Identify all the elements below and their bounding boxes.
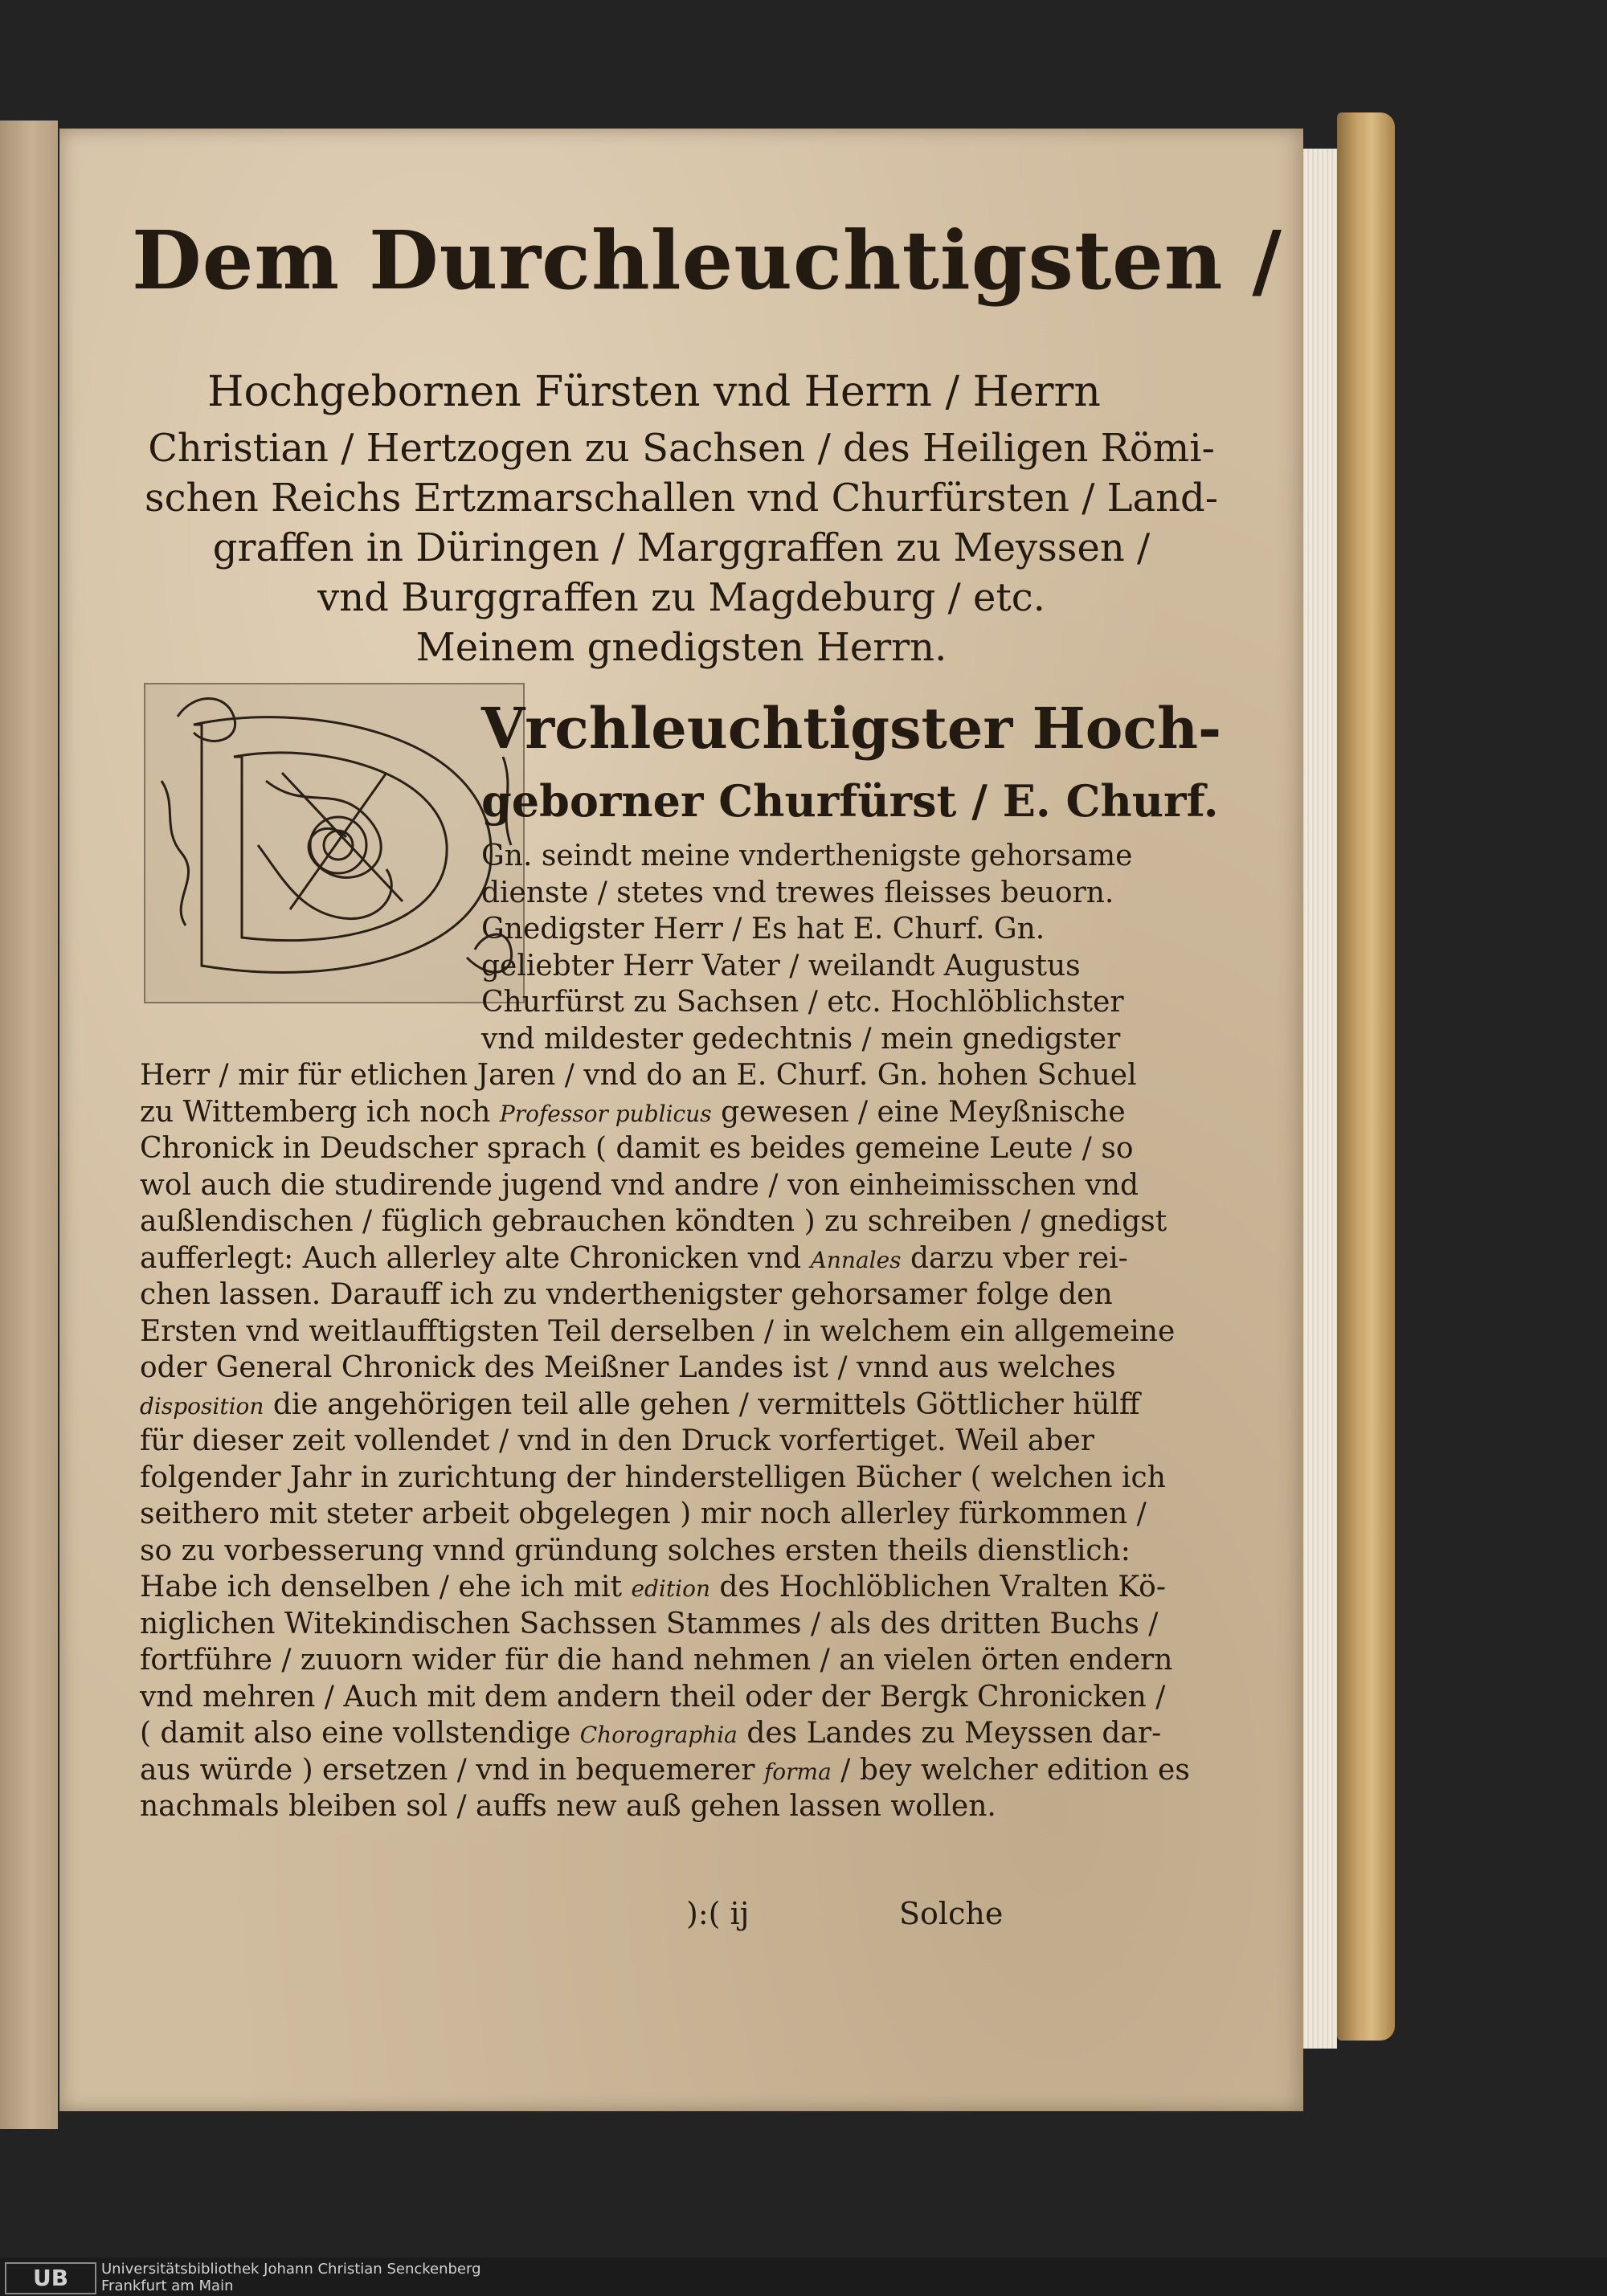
footer-bar	[0, 2257, 1607, 2296]
body-text-span: vnd mehren / Auch mit dem andern theil oder der Bergk Chronicken /	[140, 1680, 1166, 1714]
catchword: Solche	[899, 1896, 1004, 1931]
body-text-span: aufferlegt: Auch allerley alte Chronicken vnd	[140, 1241, 811, 1275]
body-text-span: darzu vber rei-	[901, 1241, 1128, 1275]
body-text-span: so zu vorbesserung vnnd gründung solches ersten theils dienstlich:	[140, 1534, 1131, 1567]
body-line: geliebter Herr Vater / weilandt Augustus	[481, 949, 1081, 983]
body-line	[140, 1644, 1172, 1677]
body-text-span: folgender Jahr in zurichtung der hinderstelligen Bücher ( welchen ich	[140, 1461, 1166, 1494]
body-line	[140, 1388, 1140, 1421]
body-line	[140, 1497, 1147, 1530]
body-text-span: die angehörigen teil alle gehen / vermittels Göttlicher hülff	[264, 1387, 1140, 1421]
library-name: Universitätsbibliothek Johann Christian Senckenberg	[101, 2261, 481, 2278]
book-page	[59, 129, 1303, 2111]
dedication-line: Hochgebornen Fürsten vnd Herrn / Herrn	[207, 368, 1101, 416]
body-text-span: für dieser zeit vollendet / vnd in den Druck vorfertiget. Weil aber	[140, 1424, 1094, 1457]
body-line	[140, 1169, 1139, 1202]
body-line	[140, 1424, 1094, 1457]
body-text-span: des Landes zu Meyssen dar-	[737, 1717, 1162, 1750]
latin-term: edition	[631, 1575, 710, 1602]
body-line: Gn. seindt meine vnderthenigste gehorsame	[481, 840, 1133, 872]
body-text-span: Ersten vnd weitlaufftigsten Teil derselben / in welchem ein allgemeine	[140, 1314, 1176, 1348]
dedication-line: graffen in Düringen / Marggraffen zu Meyssen /	[212, 525, 1151, 570]
body-text-span: Habe ich denselben / ehe ich mit	[140, 1571, 632, 1604]
dedication-line: Meinem gnedigsten Herrn.	[415, 625, 947, 670]
body-line	[140, 1059, 1137, 1092]
body-text-span: nachmals bleiben sol / auffs new auß gehen lassen wollen.	[140, 1790, 996, 1823]
body-text-span: des Hochlöblichen Vralten Kö-	[709, 1571, 1167, 1604]
body-text-span: oder General Chronick des Meißner Landes ist / vnnd aus welches	[140, 1351, 1116, 1384]
body-line	[140, 1315, 1175, 1348]
latin-term: disposition	[140, 1392, 264, 1420]
body-text-span: niglichen Witekindischen Sachssen Stammes / als des dritten Buchs /	[140, 1607, 1159, 1640]
latin-term: Annales	[810, 1246, 902, 1273]
latin-term: forma	[763, 1758, 832, 1785]
book-cover	[1337, 112, 1395, 2041]
body-text-span: außlendischen / füglich gebrauchen köndten ) zu schreiben / gnedigst	[140, 1205, 1167, 1238]
body-line	[140, 1608, 1158, 1640]
body-line	[140, 1205, 1167, 1238]
signature-mark: ):( ij	[686, 1896, 750, 1931]
latin-term: Chorographia	[579, 1722, 738, 1748]
body-text-span: wol auch die studirende jugend vnd andre / von einheimisschen vnd	[140, 1168, 1139, 1202]
library-location: Frankfurt am Main	[101, 2278, 234, 2294]
body-text-span: fortführe / zuuorn wider für die hand nehmen / an vielen örten endern	[140, 1644, 1173, 1677]
body-line	[140, 1096, 1126, 1129]
dedication-line: schen Reichs Ertzmarschallen vnd Churfürsten / Land-	[145, 476, 1218, 521]
body-text-span: / bey welcher edition es	[831, 1753, 1190, 1787]
library-logo: UB	[5, 2262, 96, 2294]
intro-line: geborner Churfürst / E. Churf.	[481, 775, 1219, 827]
dedication-line: vnd Burggraffen zu Magdeburg / etc.	[317, 575, 1045, 620]
body-line	[140, 1132, 1134, 1165]
body-text-span: ( damit also eine vollstendige	[140, 1717, 580, 1750]
body-line	[140, 1278, 1113, 1311]
body-line	[140, 1351, 1116, 1384]
latin-term: Professor publicus	[499, 1100, 712, 1127]
body-line	[140, 1534, 1131, 1567]
body-line: Churfürst zu Sachsen / etc. Hochlöblichster	[481, 986, 1124, 1019]
body-text-span: Herr / mir für etlichen Jaren / vnd do an E. Churf. Gn. hohen Schuel	[140, 1059, 1137, 1092]
body-line	[140, 1717, 1161, 1750]
body-text-span: aus würde ) ersetzen / vnd in bequemerer	[140, 1753, 764, 1787]
body-text-span: Chronick in Deudscher sprach ( damit es beides gemeine Leute / so	[140, 1132, 1134, 1165]
body-text-span: seithero mit steter arbeit obgelegen ) mir noch allerley fürkommen /	[140, 1497, 1147, 1530]
body-line	[140, 1790, 996, 1823]
body-line	[140, 1754, 1190, 1787]
dedication-title: Dem Durchleuchtigsten /	[132, 213, 1282, 308]
body-text-span: gewesen / eine Meyßnische	[711, 1095, 1126, 1129]
body-line: Gnedigster Herr / Es hat E. Churf. Gn.	[481, 913, 1045, 946]
body-line	[140, 1681, 1165, 1714]
body-text-span: chen lassen. Darauff ich zu vnderthenigster gehorsamer folge den	[140, 1278, 1113, 1311]
body-line	[140, 1571, 1166, 1604]
body-text	[59, 129, 1303, 2111]
body-text-span: zu Wittemberg ich noch	[140, 1095, 500, 1129]
left-page-edge	[0, 121, 58, 2129]
dedication-line: Christian / Hertzogen zu Sachsen / des Heiligen Römi-	[148, 426, 1215, 471]
body-line: dienste / stetes vnd trewes fleisses beuorn.	[481, 876, 1114, 909]
body-line	[140, 1461, 1166, 1494]
intro-line: Vrchleuchtigster Hoch-	[481, 695, 1222, 762]
body-line: vnd mildester gedechtnis / mein gnedigster	[481, 1022, 1121, 1056]
body-line	[140, 1242, 1128, 1275]
